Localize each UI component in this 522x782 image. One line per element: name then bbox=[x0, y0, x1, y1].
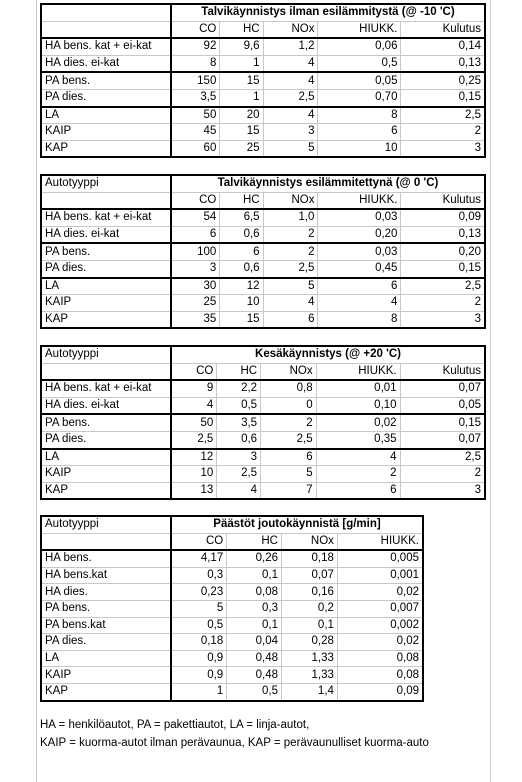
table-cell: 3,5 bbox=[217, 414, 261, 431]
table-cell: 92 bbox=[171, 38, 220, 55]
table-cold-start-no-preheat bbox=[40, 3, 486, 158]
table-cell: 8 bbox=[318, 107, 401, 124]
table-cell: 0,002 bbox=[337, 617, 423, 634]
table-cell: 0,15 bbox=[401, 89, 485, 106]
table-cell: 25 bbox=[171, 295, 220, 312]
table-cell: 0,2 bbox=[282, 600, 338, 617]
table-cell: 0,1 bbox=[227, 617, 282, 634]
table-row bbox=[41, 414, 485, 431]
table-row bbox=[41, 683, 423, 700]
table-cell: 4 bbox=[263, 295, 318, 312]
table-cell: 0,09 bbox=[401, 209, 485, 226]
table-row bbox=[41, 617, 423, 634]
column-header: NOx bbox=[263, 21, 318, 38]
table-row bbox=[41, 243, 485, 260]
table-cell: 0,07 bbox=[400, 431, 485, 448]
row-label: LA bbox=[41, 449, 171, 466]
table-cell: 0,1 bbox=[227, 567, 282, 584]
table-row bbox=[41, 295, 485, 312]
table-cell: 0,06 bbox=[318, 38, 401, 55]
table-cell: 60 bbox=[171, 140, 220, 157]
table-cell: 0,08 bbox=[227, 584, 282, 601]
table-cell: 0,05 bbox=[400, 397, 485, 414]
table-cell: 0,70 bbox=[318, 89, 401, 106]
table-cell: 54 bbox=[171, 209, 220, 226]
table-cell: 4 bbox=[316, 449, 400, 466]
table-cell: 150 bbox=[171, 72, 220, 89]
table-cell: 4 bbox=[318, 295, 401, 312]
table-row bbox=[41, 431, 485, 448]
row-label: KAIP bbox=[41, 295, 171, 312]
table-cell: 3 bbox=[401, 140, 485, 157]
table-row bbox=[41, 260, 485, 277]
table-cell: 10 bbox=[220, 295, 263, 312]
table-row bbox=[41, 278, 485, 295]
table-cell: 0,9 bbox=[171, 667, 227, 684]
table-cell: 0,05 bbox=[318, 72, 401, 89]
column-header: HC bbox=[227, 533, 282, 550]
table-cell: 2,5 bbox=[217, 466, 261, 483]
row-label: PA dies. bbox=[41, 431, 171, 448]
table-row bbox=[41, 311, 485, 328]
table-cell: 0,5 bbox=[227, 683, 282, 700]
table-row bbox=[41, 650, 423, 667]
table-cell: 8 bbox=[171, 55, 220, 72]
table-cell: 0,07 bbox=[282, 567, 338, 584]
row-label: KAP bbox=[41, 683, 171, 700]
row-label: LA bbox=[41, 650, 171, 667]
table-cell: 2 bbox=[316, 466, 400, 483]
row-label: KAIP bbox=[41, 667, 171, 684]
row-label: HA bens. kat + ei-kat bbox=[41, 380, 171, 397]
column-header: NOx bbox=[261, 363, 317, 380]
row-label: HA bens. bbox=[41, 550, 171, 567]
table-cell: 50 bbox=[171, 414, 217, 431]
table-cell: 0,15 bbox=[401, 260, 485, 277]
table-cell: 5 bbox=[171, 600, 227, 617]
column-header: CO bbox=[171, 192, 220, 209]
row-label: HA bens. kat + ei-kat bbox=[41, 38, 171, 55]
table-cell: 0,04 bbox=[227, 634, 282, 651]
table-cell: 0,35 bbox=[316, 431, 400, 448]
table-cell: 0,16 bbox=[282, 584, 338, 601]
table-row bbox=[41, 380, 485, 397]
column-header-row bbox=[41, 363, 485, 380]
table-row bbox=[41, 584, 423, 601]
table-cell: 3 bbox=[263, 124, 318, 141]
table-cell: 0,07 bbox=[400, 380, 485, 397]
table-cell: 0,03 bbox=[318, 243, 401, 260]
table-cell: 0,3 bbox=[171, 567, 227, 584]
row-label: PA dies. bbox=[41, 260, 171, 277]
row-label: LA bbox=[41, 107, 171, 124]
column-header: HIUKK. bbox=[318, 21, 401, 38]
table-row bbox=[41, 124, 485, 141]
table-cell: 7 bbox=[261, 482, 317, 499]
table-cell: 0,03 bbox=[318, 209, 401, 226]
table-row bbox=[41, 397, 485, 414]
table-cell: 30 bbox=[171, 278, 220, 295]
header-spacer bbox=[41, 21, 171, 38]
table-cell: 1,33 bbox=[282, 650, 338, 667]
table-cell: 15 bbox=[220, 72, 263, 89]
table-cell: 2,5 bbox=[401, 107, 485, 124]
table-cell: 13 bbox=[171, 482, 217, 499]
table-cell: 2 bbox=[400, 466, 485, 483]
table-cell: 0,5 bbox=[217, 397, 261, 414]
table-cell: 6 bbox=[261, 449, 317, 466]
header-spacer bbox=[41, 533, 171, 550]
table-cell: 0,1 bbox=[282, 617, 338, 634]
table-title-row bbox=[41, 175, 485, 192]
table-cell: 1,2 bbox=[263, 38, 318, 55]
table-row bbox=[41, 567, 423, 584]
column-header: HC bbox=[220, 192, 263, 209]
table-cell: 3 bbox=[401, 311, 485, 328]
table-cell: 0,25 bbox=[401, 72, 485, 89]
table-cell: 6 bbox=[171, 226, 220, 243]
table-cell: 0 bbox=[261, 397, 317, 414]
row-label: PA dies. bbox=[41, 634, 171, 651]
table-cell: 50 bbox=[171, 107, 220, 124]
row-label: PA bens. bbox=[41, 600, 171, 617]
table-cell: 2,5 bbox=[400, 449, 485, 466]
table-cell: 2,5 bbox=[263, 89, 318, 106]
table-row bbox=[41, 482, 485, 499]
table-cell: 2 bbox=[401, 295, 485, 312]
table-title: Talvikäynnistys ilman esilämmitystä (@ -10 'C) bbox=[171, 4, 485, 21]
table-cell: 0,48 bbox=[227, 667, 282, 684]
table-cell: 2,5 bbox=[261, 431, 317, 448]
table-title: Kesäkäynnistys (@ +20 'C) bbox=[171, 346, 485, 363]
table-cell: 0,6 bbox=[220, 226, 263, 243]
row-label: HA bens. kat + ei-kat bbox=[41, 209, 171, 226]
table-title-row bbox=[41, 516, 423, 533]
table-cell: 3 bbox=[400, 482, 485, 499]
table-row bbox=[41, 600, 423, 617]
table-cell: 0,3 bbox=[227, 600, 282, 617]
table-cell: 0,5 bbox=[171, 617, 227, 634]
table-row bbox=[41, 449, 485, 466]
row-label: KAIP bbox=[41, 124, 171, 141]
table-cold-start-preheated bbox=[40, 174, 486, 329]
table-title-row bbox=[41, 346, 485, 363]
table-cell: 0,9 bbox=[171, 650, 227, 667]
footnote-line-1: HA = henkilöautot, PA = pakettiautot, LA = linja-autot, bbox=[40, 719, 310, 731]
row-label: KAP bbox=[41, 482, 171, 499]
table-cell: 3,5 bbox=[171, 89, 220, 106]
header-spacer bbox=[41, 192, 171, 209]
table-cell: 1 bbox=[171, 683, 227, 700]
table-cell: 6 bbox=[316, 482, 400, 499]
table-cell: 2 bbox=[263, 243, 318, 260]
table-row bbox=[41, 38, 485, 55]
row-label: PA bens. bbox=[41, 414, 171, 431]
table-cell: 1,4 bbox=[282, 683, 338, 700]
table-cell: 0,20 bbox=[401, 243, 485, 260]
table-cell: 9,6 bbox=[220, 38, 263, 55]
table-cell: 0,45 bbox=[318, 260, 401, 277]
table-cell: 2 bbox=[263, 226, 318, 243]
row-label: HA dies. ei-kat bbox=[41, 55, 171, 72]
column-header: HIUKK. bbox=[337, 533, 423, 550]
column-header: HIUKK. bbox=[318, 192, 401, 209]
table-row bbox=[41, 72, 485, 89]
table-cell: 4 bbox=[263, 107, 318, 124]
table-cell: 10 bbox=[318, 140, 401, 157]
table-row bbox=[41, 107, 485, 124]
table-cell: 100 bbox=[171, 243, 220, 260]
table-row bbox=[41, 466, 485, 483]
header-label bbox=[41, 4, 171, 21]
table-cell: 0,02 bbox=[316, 414, 400, 431]
column-header: HIUKK. bbox=[316, 363, 400, 380]
table-cell: 0,23 bbox=[171, 584, 227, 601]
table-cell: 0,01 bbox=[316, 380, 400, 397]
row-label: HA dies. ei-kat bbox=[41, 226, 171, 243]
row-label: LA bbox=[41, 278, 171, 295]
table-row bbox=[41, 89, 485, 106]
table-cell: 5 bbox=[263, 140, 318, 157]
row-label: HA dies. ei-kat bbox=[41, 397, 171, 414]
row-label: KAIP bbox=[41, 466, 171, 483]
table-cell: 10 bbox=[171, 466, 217, 483]
table-cell: 0,001 bbox=[337, 567, 423, 584]
table-cell: 2,5 bbox=[401, 278, 485, 295]
table-row bbox=[41, 634, 423, 651]
table-cell: 6 bbox=[263, 311, 318, 328]
table-cell: 2 bbox=[261, 414, 317, 431]
table-cell: 2 bbox=[401, 124, 485, 141]
table-title: Päästöt joutokäynnistä [g/min] bbox=[171, 516, 423, 533]
table-title: Talvikäynnistys esilämmitettynä (@ 0 'C) bbox=[171, 175, 485, 192]
table-cell: 0,15 bbox=[400, 414, 485, 431]
column-header: CO bbox=[171, 363, 217, 380]
table-cell: 0,28 bbox=[282, 634, 338, 651]
table-cell: 2,2 bbox=[217, 380, 261, 397]
table-cell: 0,10 bbox=[316, 397, 400, 414]
table-cell: 35 bbox=[171, 311, 220, 328]
row-label: HA dies. bbox=[41, 584, 171, 601]
table-cell: 0,6 bbox=[217, 431, 261, 448]
grid-line bbox=[490, 0, 491, 782]
table-cell: 0,18 bbox=[171, 634, 227, 651]
table-cell: 1 bbox=[220, 89, 263, 106]
table-cell: 8 bbox=[318, 311, 401, 328]
table-cell: 2,5 bbox=[171, 431, 217, 448]
column-header-row bbox=[41, 533, 423, 550]
column-header: Kulutus bbox=[400, 363, 485, 380]
column-header: HC bbox=[217, 363, 261, 380]
table-cell: 0,13 bbox=[401, 226, 485, 243]
header-spacer bbox=[41, 363, 171, 380]
table-cell: 0,02 bbox=[337, 634, 423, 651]
row-label: KAP bbox=[41, 311, 171, 328]
table-cell: 2,5 bbox=[263, 260, 318, 277]
table-row bbox=[41, 226, 485, 243]
table-cell: 0,6 bbox=[220, 260, 263, 277]
table-row bbox=[41, 55, 485, 72]
row-label: PA bens.kat bbox=[41, 617, 171, 634]
table-row bbox=[41, 550, 423, 567]
column-header: Kulutus bbox=[401, 21, 485, 38]
table-cell: 0,20 bbox=[318, 226, 401, 243]
table-cell: 12 bbox=[171, 449, 217, 466]
footnote-line-2: KAIP = kuorma-autot ilman perävaunua, KAP = perävaunulliset kuorma-auto bbox=[40, 737, 429, 749]
row-label: PA dies. bbox=[41, 89, 171, 106]
table-title-row bbox=[41, 4, 485, 21]
table-cell: 6 bbox=[318, 278, 401, 295]
table-cell: 0,5 bbox=[318, 55, 401, 72]
table-idle-emissions bbox=[40, 515, 424, 702]
table-cell: 25 bbox=[220, 140, 263, 157]
table-summer-start bbox=[40, 345, 486, 500]
table-cell: 0,007 bbox=[337, 600, 423, 617]
table-cell: 0,08 bbox=[337, 650, 423, 667]
table-cell: 9 bbox=[171, 380, 217, 397]
table-cell: 0,08 bbox=[337, 667, 423, 684]
row-label: KAP bbox=[41, 140, 171, 157]
table-cell: 4,17 bbox=[171, 550, 227, 567]
table-cell: 4 bbox=[171, 397, 217, 414]
table-cell: 0,13 bbox=[401, 55, 485, 72]
table-cell: 15 bbox=[220, 311, 263, 328]
table-cell: 4 bbox=[263, 72, 318, 89]
table-cell: 0,18 bbox=[282, 550, 338, 567]
table-cell: 0,48 bbox=[227, 650, 282, 667]
table-cell: 1,33 bbox=[282, 667, 338, 684]
column-header: Kulutus bbox=[401, 192, 485, 209]
table-cell: 0,8 bbox=[261, 380, 317, 397]
table-cell: 6 bbox=[220, 243, 263, 260]
column-header: CO bbox=[171, 533, 227, 550]
table-cell: 12 bbox=[220, 278, 263, 295]
header-label: Autotyyppi bbox=[41, 516, 171, 533]
table-cell: 3 bbox=[217, 449, 261, 466]
table-cell: 6 bbox=[318, 124, 401, 141]
row-label: HA bens.kat bbox=[41, 567, 171, 584]
table-cell: 0,26 bbox=[227, 550, 282, 567]
column-header-row bbox=[41, 21, 485, 38]
table-cell: 0,005 bbox=[337, 550, 423, 567]
column-header: CO bbox=[171, 21, 220, 38]
column-header-row bbox=[41, 192, 485, 209]
grid-line bbox=[36, 0, 37, 782]
table-cell: 0,09 bbox=[337, 683, 423, 700]
table-cell: 4 bbox=[263, 55, 318, 72]
table-cell: 4 bbox=[217, 482, 261, 499]
table-cell: 20 bbox=[220, 107, 263, 124]
row-label: PA bens. bbox=[41, 72, 171, 89]
table-cell: 5 bbox=[263, 278, 318, 295]
table-cell: 15 bbox=[220, 124, 263, 141]
table-row bbox=[41, 667, 423, 684]
table-cell: 5 bbox=[261, 466, 317, 483]
row-label: PA bens. bbox=[41, 243, 171, 260]
column-header: NOx bbox=[282, 533, 338, 550]
table-cell: 0,02 bbox=[337, 584, 423, 601]
table-cell: 1,0 bbox=[263, 209, 318, 226]
table-cell: 0,14 bbox=[401, 38, 485, 55]
table-row bbox=[41, 209, 485, 226]
table-cell: 6,5 bbox=[220, 209, 263, 226]
table-cell: 1 bbox=[220, 55, 263, 72]
column-header: HC bbox=[220, 21, 263, 38]
header-label: Autotyyppi bbox=[41, 175, 171, 192]
table-cell: 45 bbox=[171, 124, 220, 141]
column-header: NOx bbox=[263, 192, 318, 209]
table-cell: 3 bbox=[171, 260, 220, 277]
header-label: Autotyyppi bbox=[41, 346, 171, 363]
table-row bbox=[41, 140, 485, 157]
